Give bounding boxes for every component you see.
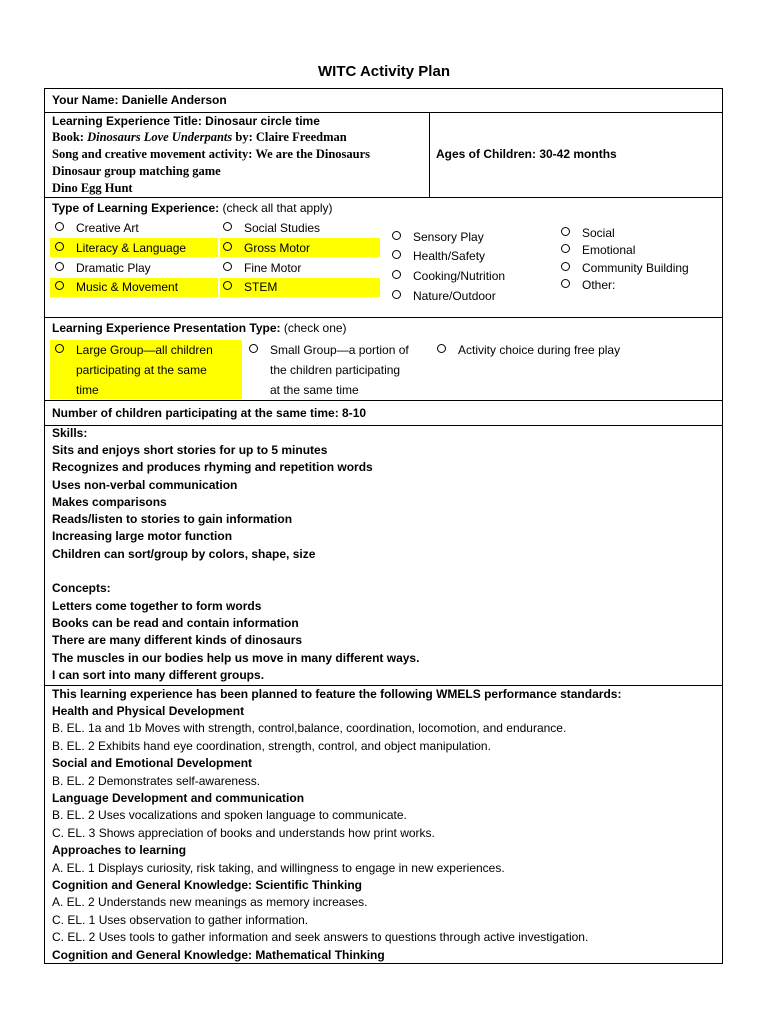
radio-circle-icon	[55, 344, 64, 353]
concept-item: There are many different kinds of dinosaurs	[52, 633, 303, 647]
type-heading-bold: Type of Learning Experience:	[52, 201, 220, 215]
row-divider	[45, 197, 722, 198]
radio-circle-icon	[392, 290, 401, 299]
option-line: at the same time	[270, 383, 359, 397]
book-author: by: Claire Freedman	[232, 130, 347, 144]
radio-circle-icon	[561, 262, 570, 271]
presentation-heading-bold: Learning Experience Presentation Type:	[52, 321, 281, 335]
radio-circle-icon	[55, 222, 64, 231]
option-label: Creative Art	[76, 221, 139, 235]
option-sensory-play[interactable]	[392, 229, 484, 246]
option-label: Community Building	[582, 261, 689, 275]
standards-category: Health and Physical Development	[52, 704, 245, 718]
radio-circle-icon	[223, 222, 232, 231]
book-title: Dinosaurs Love Underpants	[87, 130, 233, 144]
option-label: Gross Motor	[244, 241, 311, 255]
option-label: Nature/Outdoor	[413, 289, 496, 303]
radio-circle-icon	[223, 281, 232, 290]
skill-item: Sits and enjoys short stories for up to 5 minutes	[52, 443, 328, 457]
standards-item: B. EL. 2 Demonstrates self-awareness.	[52, 773, 261, 788]
type-heading	[52, 200, 333, 217]
option-large-group[interactable]	[55, 340, 213, 400]
activity-plan-form	[44, 88, 723, 964]
option-label: Other:	[582, 278, 616, 292]
option-creative-art[interactable]	[55, 220, 139, 237]
option-social-studies[interactable]	[223, 220, 320, 237]
standards-category: Approaches to learning	[52, 843, 187, 858]
standards-item: C. EL. 3 Shows appreciation of books and understands how print works.	[52, 825, 435, 840]
option-label: Sensory Play	[413, 230, 484, 244]
option-line: the children participating	[270, 363, 401, 377]
radio-circle-icon	[55, 242, 64, 251]
radio-circle-icon	[392, 250, 401, 259]
option-label: Health/Safety	[413, 249, 486, 263]
option-social[interactable]	[561, 225, 615, 242]
standards-category: Cognition and General Knowledge: Mathematical Thinking	[52, 947, 385, 962]
concept-item: Books can be read and contain information	[52, 616, 299, 630]
standards-item: B. EL. 2 Uses vocalizations and spoken language to communicate.	[52, 808, 407, 823]
skill-item: Children can sort/group by colors, shape, size	[52, 547, 316, 561]
skill-item: Reads/listen to stories to gain information	[52, 512, 293, 526]
option-emotional[interactable]	[561, 242, 635, 259]
concept-item: The muscles in our bodies help us move in many different ways.	[52, 651, 420, 665]
column-divider	[429, 112, 430, 197]
experience-title: Learning Experience Title: Dinosaur circle time	[52, 114, 320, 128]
ages-of-children: Ages of Children: 30-42 months	[436, 147, 617, 161]
radio-circle-icon	[392, 270, 401, 279]
option-stem[interactable]	[223, 279, 277, 296]
standards-intro: This learning experience has been planned to feature the following WMELS performance standards:	[52, 687, 622, 701]
option-community-building[interactable]	[561, 260, 689, 277]
row-divider	[45, 400, 722, 401]
option-label: Social	[582, 226, 615, 240]
radio-circle-icon	[249, 344, 258, 353]
option-health-safety[interactable]	[392, 248, 485, 265]
option-dramatic-play[interactable]	[55, 260, 151, 277]
standards-item: B. EL. 2 Exhibits hand eye coordination, strength, control, and object manipulation.	[52, 738, 491, 753]
skill-item: Increasing large motor function	[52, 529, 233, 543]
option-nature-outdoor[interactable]	[392, 288, 496, 305]
skill-item: Uses non-verbal communication	[52, 478, 238, 492]
standards-item: C. EL. 1 Uses observation to gather information.	[52, 912, 309, 927]
option-fine-motor[interactable]	[223, 260, 301, 277]
option-label: Literacy & Language	[76, 241, 187, 255]
song-line: Song and creative movement activity: We are the Dinosaurs	[52, 147, 371, 161]
standards-item: B. EL. 1a and 1b Moves with strength, control,balance, coordination, locomotion, and endurance.	[52, 721, 567, 736]
standards-item: C. EL. 2 Uses tools to gather information and seek answers to questions through active investigation.	[52, 930, 589, 945]
page-title: WITC Activity Plan	[318, 63, 450, 80]
row-divider	[45, 317, 722, 318]
option-label: Activity choice during free play	[458, 343, 621, 357]
row-divider	[45, 425, 722, 426]
option-label: Music & Movement	[76, 280, 179, 294]
concepts-heading: Concepts:	[52, 581, 111, 595]
option-label: Small Group—a portion of	[270, 343, 409, 357]
option-line: time	[76, 383, 99, 397]
presentation-heading-note: (check one)	[280, 321, 347, 335]
option-line: participating at the same	[76, 363, 207, 377]
radio-circle-icon	[55, 281, 64, 290]
standards-category: Social and Emotional Development	[52, 756, 253, 771]
radio-circle-icon	[437, 344, 446, 353]
radio-circle-icon	[55, 262, 64, 271]
skill-item: Makes comparisons	[52, 495, 167, 509]
option-other[interactable]	[561, 277, 615, 294]
matching-game-line: Dinosaur group matching game	[52, 164, 221, 178]
option-label: Dramatic Play	[76, 261, 151, 275]
option-small-group[interactable]	[249, 340, 409, 400]
concept-item: I can sort into many different groups.	[52, 668, 265, 682]
option-line	[249, 340, 409, 360]
option-music-movement[interactable]	[55, 279, 178, 296]
radio-circle-icon	[561, 244, 570, 253]
option-label: Social Studies	[244, 221, 321, 235]
option-cooking-nutrition[interactable]	[392, 268, 505, 285]
option-line	[437, 340, 620, 360]
standards-category: Language Development and communication	[52, 791, 305, 805]
name-row: Your Name: Danielle Anderson	[52, 93, 227, 107]
option-gross-motor[interactable]	[223, 240, 310, 257]
option-label: Fine Motor	[244, 261, 302, 275]
radio-circle-icon	[561, 279, 570, 288]
option-label: Cooking/Nutrition	[413, 269, 506, 283]
standards-item: A. EL. 2 Understands new meanings as memory increases.	[52, 895, 368, 910]
skills-heading: Skills:	[52, 426, 88, 440]
standards-category: Cognition and General Knowledge: Scientific Thinking	[52, 878, 363, 892]
type-heading-note: (check all that apply)	[219, 201, 333, 215]
option-label: Large Group—all children	[76, 343, 213, 357]
egg-hunt-line: Dino Egg Hunt	[52, 181, 133, 195]
standards-item: A. EL. 1 Displays curiosity, risk taking, and willingness to engage in new experiences.	[52, 860, 505, 875]
option-label: STEM	[244, 280, 278, 294]
book-line	[52, 129, 347, 146]
radio-circle-icon	[223, 242, 232, 251]
presentation-heading	[52, 320, 347, 337]
option-line	[55, 340, 213, 360]
option-literacy-language[interactable]	[55, 240, 186, 257]
skill-item: Recognizes and produces rhyming and repetition words	[52, 460, 373, 474]
participants-row: Number of children participating at the same time: 8-10	[52, 406, 367, 420]
concept-item: Letters come together to form words	[52, 599, 262, 613]
radio-circle-icon	[561, 227, 570, 236]
radio-circle-icon	[392, 231, 401, 240]
option-label: Emotional	[582, 243, 636, 257]
radio-circle-icon	[223, 262, 232, 271]
option-activity-choice[interactable]	[437, 340, 620, 360]
book-label: Book:	[52, 130, 88, 144]
